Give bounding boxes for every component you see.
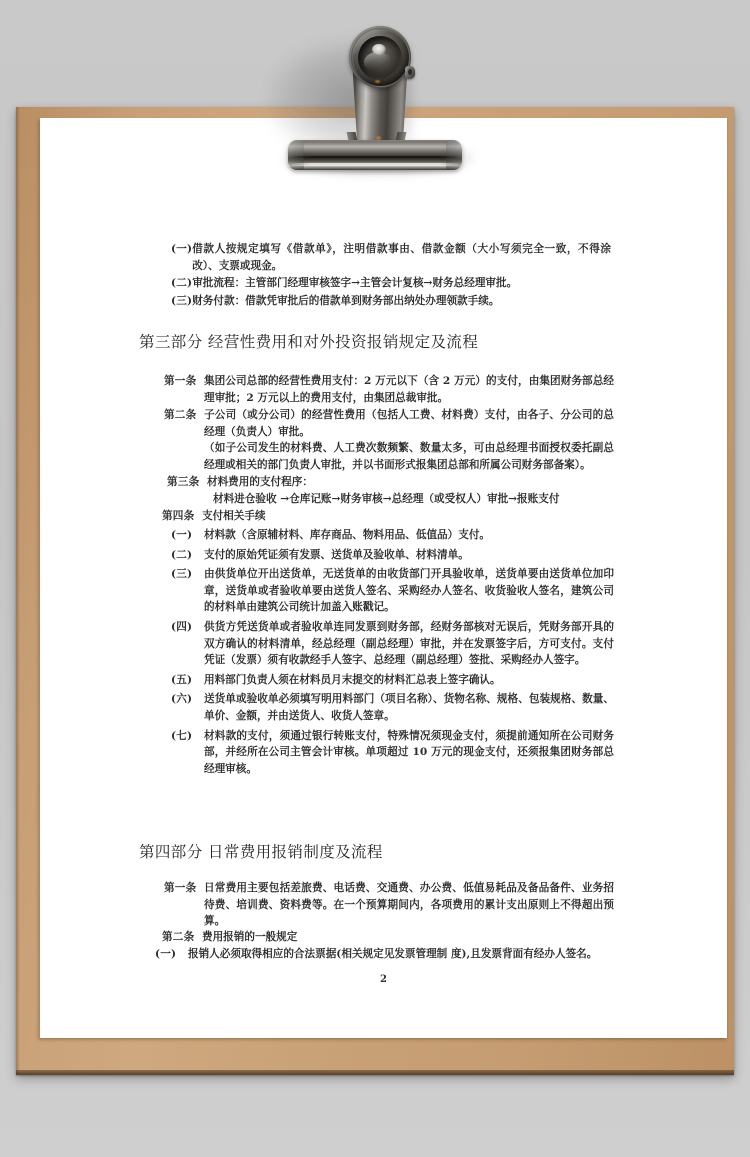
list-text: 审批流程：主管部门经理审核签字→主管会计复核→财务总经理审批。 bbox=[192, 277, 518, 290]
list-item bbox=[171, 728, 614, 778]
article-marker: 第四条 bbox=[162, 510, 195, 522]
section-three-articles bbox=[164, 373, 614, 440]
article-item bbox=[164, 880, 614, 930]
section-four-article-one bbox=[164, 880, 614, 930]
list-item bbox=[171, 241, 611, 274]
list-marker: (一) bbox=[171, 529, 193, 541]
list-marker: (一) bbox=[155, 948, 177, 960]
list-text: 材料款的支付，须通过银行转账支付，特殊情况须现金支付，须提前通知所在公司财务部，并经所在公司主管会计审核。单项超过 10 万元的现金支付，还须报集团财务部总经理审核。 bbox=[204, 729, 614, 775]
section-three-note: （如子公司发生的材料费、人工费次数频繁、数量太多，可由总经理书面授权委托副总经理或相关的部门负责人审批，并以书面形式报集团总部和所属公司财务部备案）。 bbox=[204, 442, 614, 471]
list-item bbox=[155, 946, 617, 963]
section-three-heading: 第三部分 经营性费用和对外投资报销规定及流程 bbox=[139, 333, 479, 351]
list-text: 送货单或验收单必须填写明用料部门（项目名称）、货物名称、规格、包装规格、数量、单价、金额，并由送货人、收货人签章。 bbox=[204, 693, 614, 722]
list-marker: (四) bbox=[171, 620, 193, 633]
article-text: 材料费用的支付程序： bbox=[207, 476, 313, 488]
list-text: 支付的原始凭证须有发票、送货单及验收单、材料清单。 bbox=[204, 548, 469, 561]
list-text: 借款人按规定填写《借款单》，注明借款事由、借款金额（大小写须完全一致，不得涂改）、支票或现金。 bbox=[192, 243, 611, 272]
list-text: 财务付款：借款凭审批后的借款单到财务部出纳处办理领款手续。 bbox=[192, 294, 500, 307]
list-text: 用料部门负责人须在材料员月末提交的材料汇总表上签字确认。 bbox=[204, 673, 501, 686]
article-item bbox=[164, 407, 614, 440]
article-marker: 第三条 bbox=[167, 476, 200, 488]
article-marker: 第一条 bbox=[164, 882, 197, 894]
list-item bbox=[171, 566, 614, 616]
list-marker: (六) bbox=[171, 693, 193, 706]
list-marker: (一) bbox=[171, 243, 193, 255]
board-left-edge bbox=[16, 107, 20, 1075]
list-item bbox=[171, 547, 614, 564]
document-paper bbox=[40, 118, 727, 1038]
list-item bbox=[171, 275, 611, 292]
material-payment-flow: 材料进仓验收 →仓库记账→财务审核→总经理（或受权人）审批→报账支付 bbox=[213, 493, 560, 505]
list-item bbox=[171, 691, 614, 724]
section-four-item-one bbox=[155, 946, 617, 963]
article-marker: 第二条 bbox=[164, 409, 197, 422]
list-text: 报销人必须取得相应的合法票据(相关规定见发票管理制 度),且发票背面有经办人签名。 bbox=[188, 948, 598, 960]
article-three bbox=[167, 474, 607, 491]
article-item bbox=[162, 508, 602, 525]
list-marker: (二) bbox=[171, 548, 193, 561]
list-marker: (五) bbox=[171, 673, 193, 686]
list-text: 由供货单位开出送货单，无送货单的由收货部门开具验收单，送货单要由送货单位加印章，送货单或者验收单要由送货人签名、采购经办人签名、收货验收人签名，建筑公司的材料单由建筑公司统计加盖入账戳记。 bbox=[204, 568, 614, 614]
page-number: 2 bbox=[380, 974, 387, 985]
list-item bbox=[171, 293, 611, 310]
article-text: 集团公司总部的经营性费用支付：2 万元以下（含 2 万元）的支付，由集团财务部总经理审批；2 万元以上的费用支付，由集团总裁审批。 bbox=[204, 375, 614, 404]
article-item bbox=[164, 373, 614, 406]
clip-head bbox=[349, 26, 411, 88]
article-item bbox=[167, 474, 607, 491]
clip-head-bowl bbox=[358, 36, 402, 80]
clip-lever-hole bbox=[408, 69, 412, 75]
clip-lever bbox=[405, 66, 415, 79]
document-body bbox=[40, 118, 727, 1038]
list-text: 供货方凭送货单或者验收单连同发票到财务部，经财务部核对无误后，凭财务部开具的双方确认的材料清单，经总经理（副总经理）审批，并在发票签字后，方可支付。支付凭证（发票）须有收款经手人签字、总经理（副总经理）签批、采购经办人签字。 bbox=[204, 620, 614, 667]
article-four bbox=[162, 508, 602, 525]
payment-procedures-list bbox=[171, 527, 614, 777]
top-list bbox=[171, 241, 611, 309]
article-text: 费用报销的一般规定 bbox=[202, 931, 298, 943]
clip-head-rim bbox=[352, 29, 410, 87]
board-bottom-edge bbox=[16, 1070, 734, 1075]
article-marker: 第一条 bbox=[164, 375, 197, 387]
list-marker: (二) bbox=[171, 277, 193, 290]
list-item bbox=[171, 619, 614, 669]
clip-head-rivet bbox=[375, 80, 380, 83]
paper-inner bbox=[40, 118, 727, 1038]
article-text: 日常费用主要包括差旅费、电话费、交通费、办公费、低值易耗品及备品备件、业务招待费、培训费、资料费等。在一个预算期间内，各项费用的累计支出原则上不得超出预算。 bbox=[204, 882, 614, 928]
section-four-heading: 第四部分 日常费用报销制度及流程 bbox=[139, 843, 383, 861]
article-item bbox=[162, 929, 612, 946]
section-four-article-two bbox=[162, 929, 612, 946]
article-text: 子公司（或分公司）的经营性费用（包括人工费、材料费）支付，由各子、分公司的总经理（负责人）审批。 bbox=[204, 409, 614, 438]
list-item bbox=[171, 672, 614, 689]
list-marker: (七) bbox=[171, 729, 193, 742]
list-marker: (三) bbox=[171, 294, 193, 307]
clip-head-highlight-streak bbox=[363, 51, 391, 72]
list-marker: (三) bbox=[171, 568, 193, 581]
article-marker: 第二条 bbox=[162, 931, 195, 943]
list-text: 材料款（含原辅材料、库存商品、物料用品、低值品）支付。 bbox=[204, 529, 491, 541]
clip-head-highlight bbox=[372, 44, 386, 55]
article-text: 支付相关手续 bbox=[202, 510, 266, 522]
list-item bbox=[171, 527, 614, 544]
